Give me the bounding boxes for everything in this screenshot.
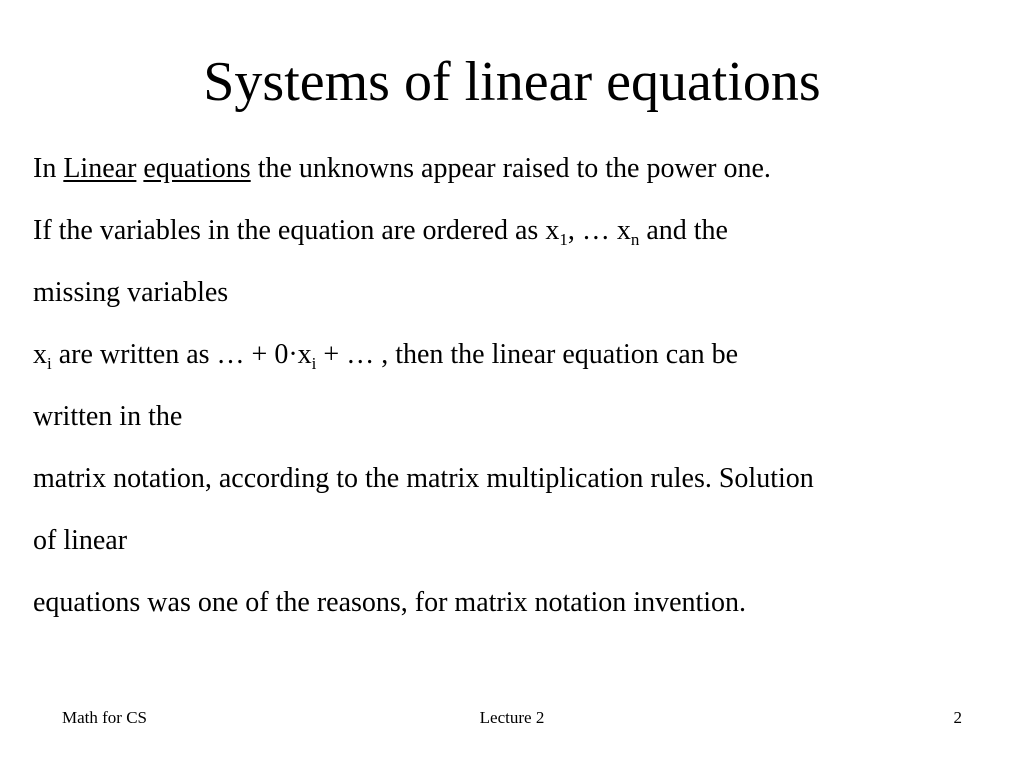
body-line-6: matrix notation, according to the matrix multiplication rules. Solution	[33, 463, 814, 494]
line2-rest: and the	[639, 215, 728, 246]
line4-mid: are written as … + 0·x	[51, 339, 312, 370]
body-line-2	[33, 200, 728, 262]
line4-rest: + … , then the linear equation can be	[316, 339, 739, 370]
linear-link[interactable]: Linear	[63, 153, 137, 184]
line2-subscript-n: n	[630, 230, 640, 249]
footer-page-number: 2	[953, 708, 962, 727]
body-line-4	[33, 324, 738, 386]
line4-prefix: x	[33, 339, 47, 370]
line1-rest: the unknowns appear raised to the power one.	[250, 153, 771, 184]
slide-title: Systems of linear equations	[203, 51, 821, 113]
footer-lecture: Lecture 2	[479, 708, 545, 727]
body-line-1	[33, 138, 771, 200]
line2-subscript-1: 1	[559, 230, 568, 249]
body-line-3: missing variables	[33, 277, 229, 308]
line4-subscript-i-2: i	[311, 354, 317, 373]
line2-prefix: If the variables in the equation are ordered as x	[33, 215, 560, 246]
body-line-5: written in the	[33, 401, 183, 432]
body-line-8: equations was one of the reasons, for matrix notation invention.	[33, 587, 747, 618]
line2-mid: , … x	[567, 215, 631, 246]
body-line-7: of linear	[33, 525, 128, 556]
line1-prefix: In	[33, 153, 64, 184]
equations-link[interactable]: equations	[143, 153, 251, 184]
footer-course: Math for CS	[62, 708, 147, 727]
line4-subscript-i: i	[47, 354, 52, 373]
